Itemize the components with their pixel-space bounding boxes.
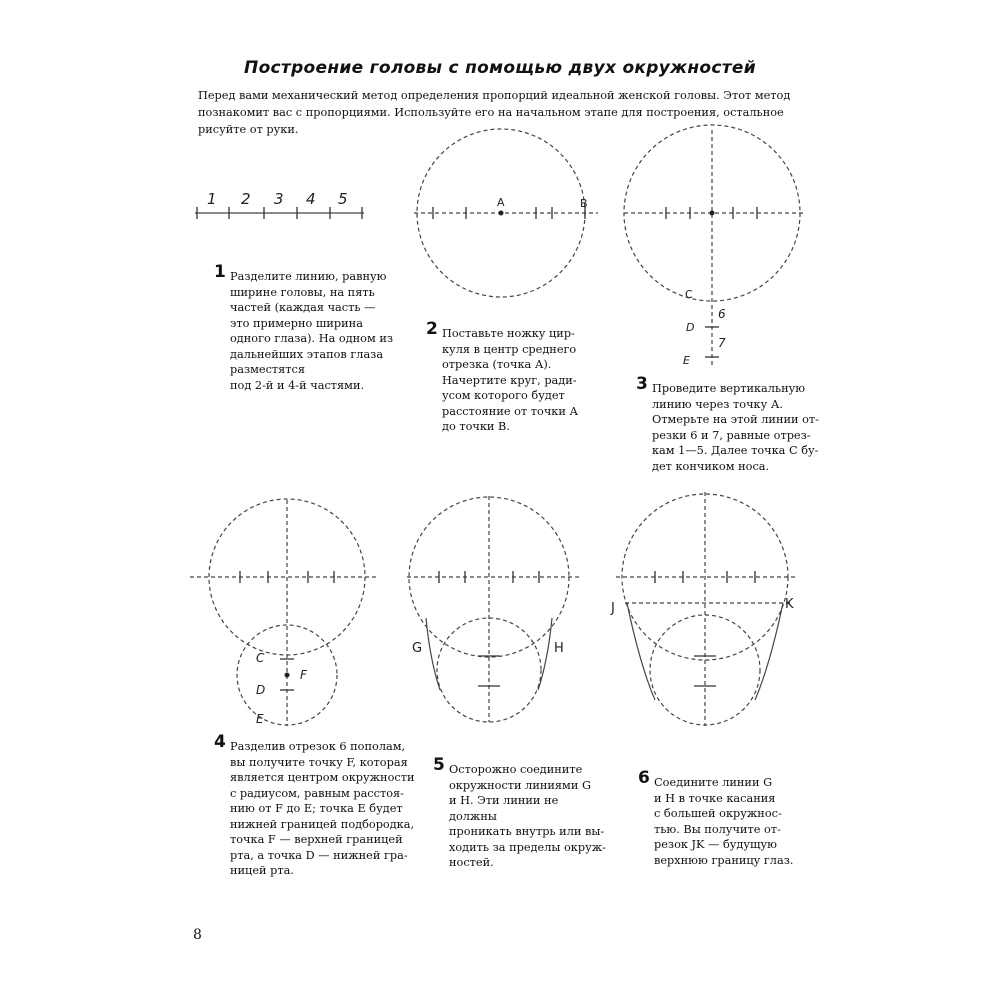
figure-3-label-e: E — [683, 354, 690, 367]
point-a-dot — [499, 211, 504, 216]
figure-6-label-k: K — [785, 597, 794, 612]
ruler-number-5: 5 — [338, 190, 348, 208]
figure-5-label-h: H — [554, 641, 564, 656]
step-4-number: 4 — [214, 732, 226, 752]
figure-2-circle — [414, 129, 598, 297]
figure-4-label-f: F — [300, 668, 307, 682]
figure-5-label-g: G — [412, 641, 423, 656]
step-3-number: 3 — [636, 374, 648, 394]
intro-paragraph: Перед вами механический метод определения пропорций идеальной женской головы. Этот метод познакомит вас с пропорциями. Используйте его на начальном этапе для построения, остальное рисуйте от руки. — [198, 89, 791, 136]
figure-4-circles — [190, 499, 376, 726]
figure-5-circles — [407, 496, 580, 722]
step-6-text: Соедините линии G и H в точке касания с большей окружнос- тью. Вы получите от- резок JK — будущую верхнюю границу глаз. — [654, 776, 794, 867]
step-5 — [433, 755, 609, 871]
figure-6-circles — [610, 492, 798, 726]
figure-3-label-6: 6 — [718, 307, 726, 321]
step-1-text: Разделите линию, равную ширине головы, на пять частей (каждая часть — это примерно ширина одного глаза). На одном из дальнейших этапов глаза разместятся под 2-й и 4-й частями. — [230, 270, 394, 392]
step-2-number: 2 — [426, 319, 438, 339]
step-6 — [638, 768, 804, 868]
page-title: Построение головы с помощью двух окружностей — [244, 58, 756, 78]
step-4 — [214, 732, 420, 879]
ruler-number-2: 2 — [241, 190, 251, 208]
figure-4-label-c: C — [256, 651, 265, 665]
ruler-number-3: 3 — [274, 190, 284, 208]
figure-1-ruler — [195, 190, 364, 219]
figure-3-label-d: D — [686, 321, 695, 334]
step-6-number: 6 — [638, 768, 650, 788]
step-1 — [214, 262, 400, 393]
step-5-number: 5 — [433, 755, 445, 775]
step-3-text: Проведите вертикальную линию через точку А. Отмерьте на этой линии от- резки 6 и 7, равные отрез- кам 1—5. Далее точка С бу- дет кончиком носа. — [652, 382, 819, 473]
figure-3-circle — [624, 125, 804, 368]
ruler-number-4: 4 — [306, 190, 316, 208]
ruler-number-1: 1 — [207, 190, 217, 208]
page-number: 8 — [193, 927, 202, 943]
figure-3-label-c: C — [685, 288, 693, 301]
step-2 — [426, 319, 592, 435]
figure-2-label-b: B — [580, 197, 588, 210]
figure-6-label-j: J — [611, 601, 615, 616]
step-2-text: Поставьте ножку цир- куля в центр среднего отрезка (точка А). Начертите круг, ради- усом которого будет расстояние от точки А до точки В. — [442, 327, 579, 433]
figure-4-label-e: E — [256, 712, 264, 726]
figure-3-label-7: 7 — [718, 336, 726, 350]
step-5-text: Осторожно соедините окружности линиями G и H. Эти линии не должны проникать внутрь или вы- ходить за пределы окруж- ностей. — [449, 763, 606, 869]
figure-2-label-a: A — [497, 196, 505, 209]
step-1-number: 1 — [214, 262, 226, 282]
step-3 — [636, 374, 822, 474]
figure-4-label-d: D — [256, 683, 266, 697]
step-4-text: Разделив отрезок 6 пополам, вы получите точку F, которая является центром окружности с радиусом, равным расстоя- нию от F до E; точка E будет нижней границей подбородка, точка F — верхней границей рта, а точка D — нижней гра- ницей рта. — [230, 740, 415, 877]
